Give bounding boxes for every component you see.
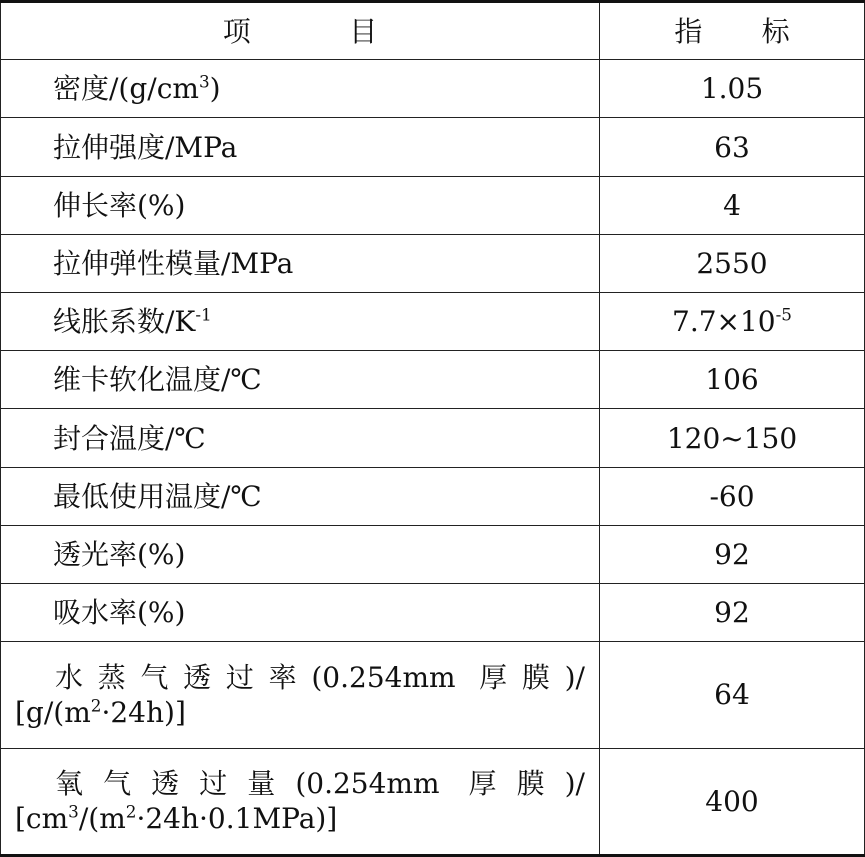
row-item: 伸长率(%) [1,176,600,234]
row-item: 封合温度/℃ [1,409,600,467]
table-row [1,409,865,467]
table-row [1,467,865,525]
table-row [1,176,865,234]
row-value: 64 [600,642,865,748]
table-row [1,748,865,855]
table-header-row [1,2,865,60]
row-value: 2550 [600,234,865,292]
row-value: $7.7\times 10^{-5}$ [600,293,865,351]
row-item-line1: 氧气透过量(0.254mm 厚膜)/ [55,767,585,801]
row-value: -60 [600,467,865,525]
table-row [1,118,865,176]
table-row [1,234,865,292]
row-value: 92 [600,584,865,642]
row-value: 1.05 [600,60,865,118]
row-value: 63 [600,118,865,176]
row-item: 透光率(%) [1,525,600,583]
row-item: 拉伸弹性模量/MPa [1,234,600,292]
row-value: 106 [600,351,865,409]
table-row [1,525,865,583]
row-item [1,748,600,855]
header-value: 指 标 [600,2,865,60]
row-item: 密度$/(g/cm^3)$ [1,60,600,118]
row-item-line1: 水蒸气透过率(0.254mm 厚膜)/ [55,660,585,694]
table-row [1,60,865,118]
row-item-line2: $[g/(m^2\cdot 24h)]$ [15,695,186,729]
row-item: 吸水率(%) [1,584,600,642]
header-item: 项 目 [1,2,600,60]
table-row [1,642,865,748]
row-item [1,642,600,748]
row-item: 最低使用温度/℃ [1,467,600,525]
row-item: 维卡软化温度/℃ [1,351,600,409]
row-item: 拉伸强度/MPa [1,118,600,176]
row-value: 92 [600,525,865,583]
row-value: 4 [600,176,865,234]
table-row [1,351,865,409]
row-value: 400 [600,748,865,855]
row-item: 线胀系数$/K^{-1}$ [1,293,600,351]
table-row [1,584,865,642]
row-item-line2: $[cm^3/(m^2\cdot 24h\cdot 0.1MPa)]$ [15,801,338,836]
row-value: 120~150 [600,409,865,467]
table-row [1,293,865,351]
